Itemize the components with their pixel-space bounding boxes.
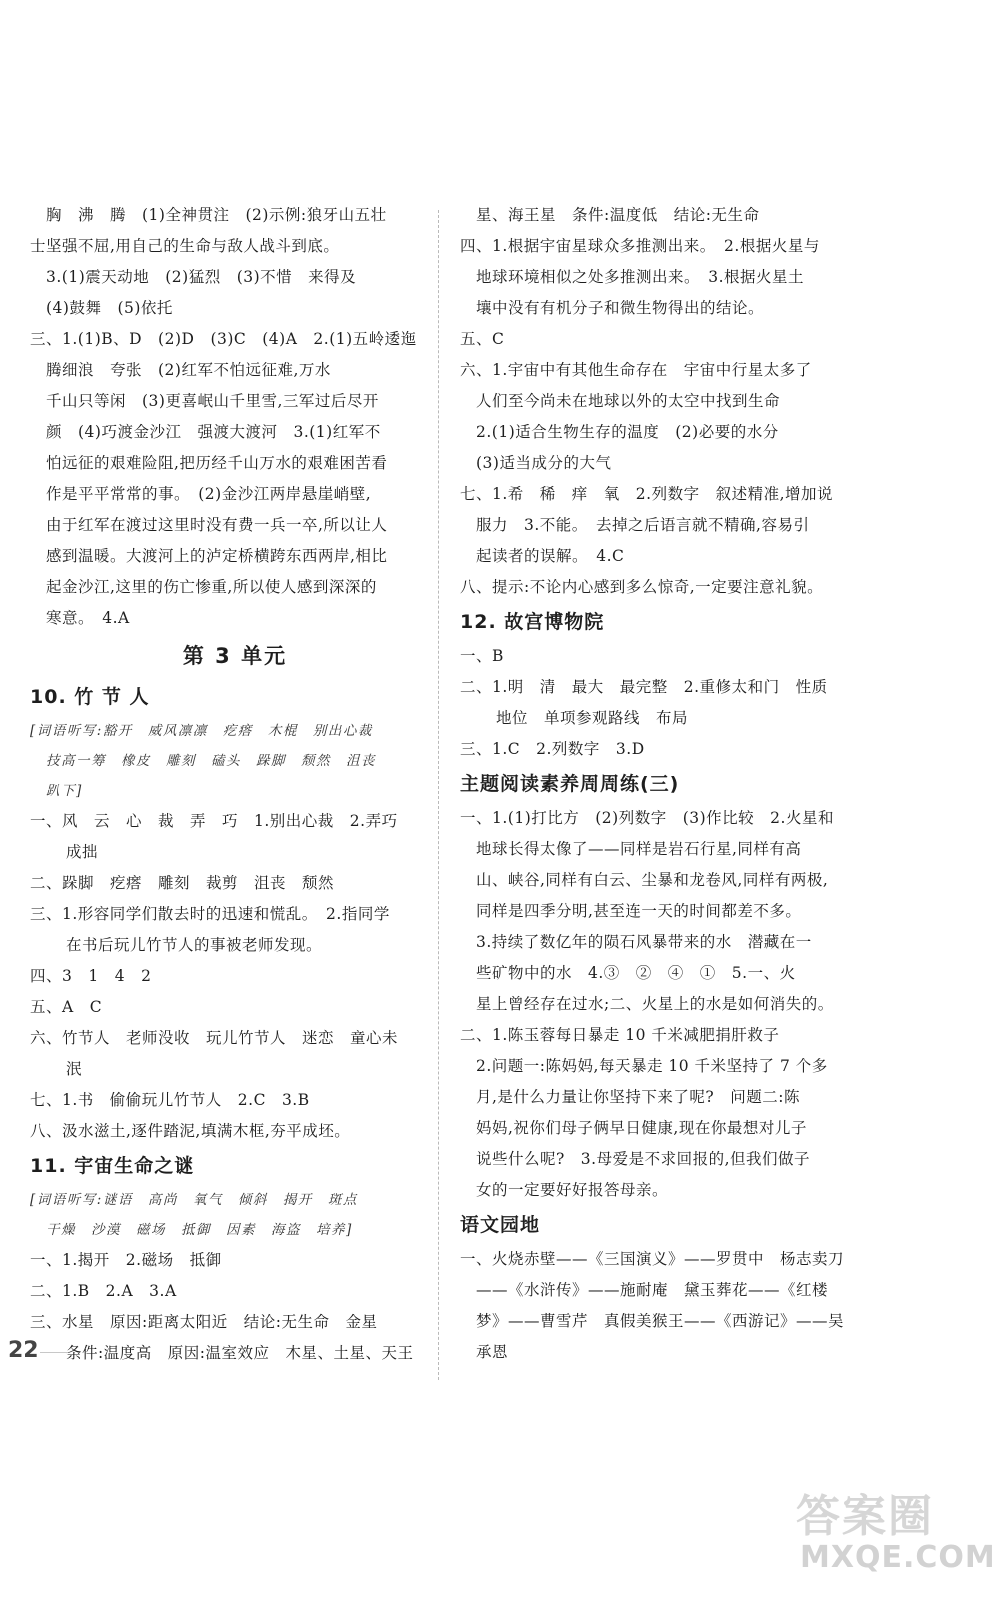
text-line: 成拙 bbox=[66, 843, 99, 861]
text-line: 二、1.明 清 最大 最完整 2.重修太和门 性质 bbox=[460, 678, 828, 696]
text-line: 一、风 云 心 裁 弄 巧 1.别出心裁 2.弄巧 bbox=[30, 812, 398, 830]
lesson-title: 10. 竹 节 人 bbox=[30, 686, 150, 708]
text-line: 由于红军在渡过这里时没有费一兵一卒,所以让人 bbox=[46, 516, 388, 534]
text-line: 同样是四季分明,甚至连一天的时间都差不多。 bbox=[476, 902, 802, 920]
text-line: 星、海王星 条件:温度低 结论:无生命 bbox=[476, 206, 760, 224]
text-line: 三、水星 原因:距离太阳近 结论:无生命 金星 bbox=[30, 1313, 378, 1331]
text-line: 三、1.形容同学们散去时的迅速和慌乱。 2.指同学 bbox=[30, 905, 390, 923]
text-line: 女的一定要好好报答母亲。 bbox=[476, 1181, 669, 1199]
text-line: 颜 (4)巧渡金沙江 强渡大渡河 3.(1)红军不 bbox=[46, 423, 381, 441]
text-line: 四、3 1 4 2 bbox=[30, 967, 152, 985]
text-line: 二、1.陈玉蓉每日暴走 10 千米减肥捐肝救子 bbox=[460, 1026, 780, 1044]
text-line: 五、A C bbox=[30, 998, 103, 1016]
text-line: 地球长得太像了——同样是岩石行星,同样有高 bbox=[476, 840, 802, 858]
text-line: 三、1.(1)B、D (2)D (3)C (4)A 2.(1)五岭逶迤 bbox=[30, 330, 417, 348]
text-line: 八、提示:不论内心感到多么惊奇,一定要注意礼貌。 bbox=[460, 578, 824, 596]
text-line: 士坚强不屈,用自己的生命与敌人战斗到底。 bbox=[30, 237, 340, 255]
lesson-title: 11. 宇宙生命之谜 bbox=[30, 1155, 195, 1177]
text-line: 三、1.C 2.列数字 3.D bbox=[460, 740, 645, 758]
right-column bbox=[460, 200, 870, 1368]
dictation-line: 技高一筹 橡皮 雕刻 磕头 跺脚 颓然 沮丧 bbox=[46, 753, 376, 769]
text-line: (4)鼓舞 (5)依托 bbox=[46, 299, 173, 317]
text-line: 作是平平常常的事。 (2)金沙江两岸悬崖峭壁, bbox=[46, 485, 372, 503]
text-line: 3.持续了数亿年的陨石风暴带来的水 潜藏在一 bbox=[476, 933, 812, 951]
text-line: 梦》——曹雪芹 真假美猴王——《西游记》——吴 bbox=[476, 1312, 845, 1330]
text-line: 七、1.希 稀 痒 氧 2.列数字 叙述精准,增加说 bbox=[460, 485, 834, 503]
text-line: 寒意。 4.A bbox=[46, 609, 130, 627]
text-line: 山、峡谷,同样有白云、尘暴和龙卷风,同样有两极, bbox=[476, 871, 829, 889]
text-line: 怕远征的艰难险阻,把历经千山万水的艰难困苦看 bbox=[46, 454, 388, 472]
lesson-title: 12. 故宫博物院 bbox=[460, 611, 605, 633]
text-line: 在书后玩儿竹节人的事被老师发现。 bbox=[66, 936, 323, 954]
text-line: 2.问题一:陈妈妈,每天暴走 10 千米坚持了 7 个多 bbox=[476, 1057, 828, 1075]
watermark-url: MXQE.COM bbox=[800, 1540, 996, 1575]
watermark-logo bbox=[790, 1480, 996, 1590]
text-line: 承恩 bbox=[476, 1343, 509, 1361]
text-line: 3.(1)震天动地 (2)猛烈 (3)不惜 来得及 bbox=[46, 268, 357, 286]
weekly-practice-title: 主题阅读素养周周练(三) bbox=[460, 773, 680, 795]
text-line: 一、1.(1)打比方 (2)列数字 (3)作比较 2.火星和 bbox=[460, 809, 834, 827]
text-line: 条件:温度高 原因:温室效应 木星、土星、天王 bbox=[66, 1344, 414, 1362]
text-line: 一、火烧赤壁——《三国演义》——罗贯中 杨志卖刀 bbox=[460, 1250, 845, 1268]
text-line: 起读者的误解。 4.C bbox=[476, 547, 625, 565]
text-line: 地位 单项参观路线 布局 bbox=[496, 709, 689, 727]
text-line: 二、跺脚 疙瘩 雕刻 裁剪 沮丧 颓然 bbox=[30, 874, 335, 892]
page-number: 22 bbox=[8, 1338, 39, 1363]
text-line: 泯 bbox=[66, 1060, 83, 1078]
text-line: 2.(1)适合生物生存的温度 (2)必要的水分 bbox=[476, 423, 779, 441]
column-divider bbox=[438, 210, 439, 1380]
text-line: 六、1.宇宙中有其他生命存在 宇宙中行星太多了 bbox=[460, 361, 812, 379]
text-line: ——《水浒传》——施耐庵 黛玉葬花——《红楼 bbox=[476, 1281, 829, 1299]
text-line: 五、C bbox=[460, 330, 505, 348]
text-line: 一、B bbox=[460, 647, 504, 665]
text-line: 妈妈,祝你们母子俩早日健康,现在你最想对儿子 bbox=[476, 1119, 807, 1137]
text-line: 二、1.B 2.A 3.A bbox=[30, 1282, 177, 1300]
text-line: 起金沙江,这里的伤亡惨重,所以使人感到深深的 bbox=[46, 578, 377, 596]
text-line: (3)适当成分的大气 bbox=[476, 454, 612, 472]
text-line: 七、1.书 偷偷玩儿竹节人 2.C 3.B bbox=[30, 1091, 310, 1109]
unit-title: 第 3 单元 bbox=[182, 644, 288, 668]
watermark-text: 答案圈 bbox=[796, 1491, 934, 1542]
text-line: 胸 沸 腾 (1)全神贯注 (2)示例:狼牙山五壮 bbox=[46, 206, 387, 224]
text-line: 腾细浪 夸张 (2)红军不怕远征难,万水 bbox=[46, 361, 331, 379]
section-title: 语文园地 bbox=[460, 1214, 541, 1236]
text-line: 人们至今尚未在地球以外的太空中找到生命 bbox=[476, 392, 781, 410]
text-line: 六、竹节人 老师没收 玩儿竹节人 迷恋 童心未 bbox=[30, 1029, 399, 1047]
text-line: 一、1.揭开 2.磁场 抵御 bbox=[30, 1251, 222, 1269]
text-line: 千山只等闲 (3)更喜岷山千里雪,三军过后尽开 bbox=[46, 392, 379, 410]
dictation-line: [词语听写:谜语 高尚 氧气 倾斜 揭开 斑点 bbox=[30, 1192, 358, 1208]
text-line: 星上曾经存在过水;二、火星上的水是如何消失的。 bbox=[476, 995, 834, 1013]
text-line: 地球环境相似之处多推测出来。 3.根据火星土 bbox=[476, 268, 805, 286]
dictation-line: 趴下] bbox=[46, 783, 83, 799]
text-line: 八、汲水滋土,逐件踏泥,填满木框,夯平成坯。 bbox=[30, 1122, 351, 1140]
text-line: 服力 3.不能。 去掉之后语言就不精确,容易引 bbox=[476, 516, 810, 534]
text-line: 说些什么呢? 3.母爱是不求回报的,但我们做子 bbox=[476, 1150, 811, 1168]
text-line: 四、1.根据宇宙星球众多推测出来。 2.根据火星与 bbox=[460, 237, 820, 255]
text-line: 些矿物中的水 4.③ ② ④ ① 5.一、火 bbox=[476, 964, 796, 982]
text-line: 月,是什么力量让你坚持下来了呢? 问题二:陈 bbox=[476, 1088, 800, 1106]
left-column bbox=[30, 200, 440, 1369]
dictation-line: 干燥 沙漠 磁场 抵御 因素 海盗 培养] bbox=[46, 1222, 353, 1238]
dictation-line: [词语听写:豁开 威风凛凛 疙瘩 木棍 别出心裁 bbox=[30, 723, 373, 739]
text-line: 壤中没有有机分子和微生物得出的结论。 bbox=[476, 299, 765, 317]
text-line: 感到温暖。大渡河上的泸定桥横跨东西两岸,相比 bbox=[46, 547, 388, 565]
page-number-rule bbox=[40, 1352, 68, 1353]
